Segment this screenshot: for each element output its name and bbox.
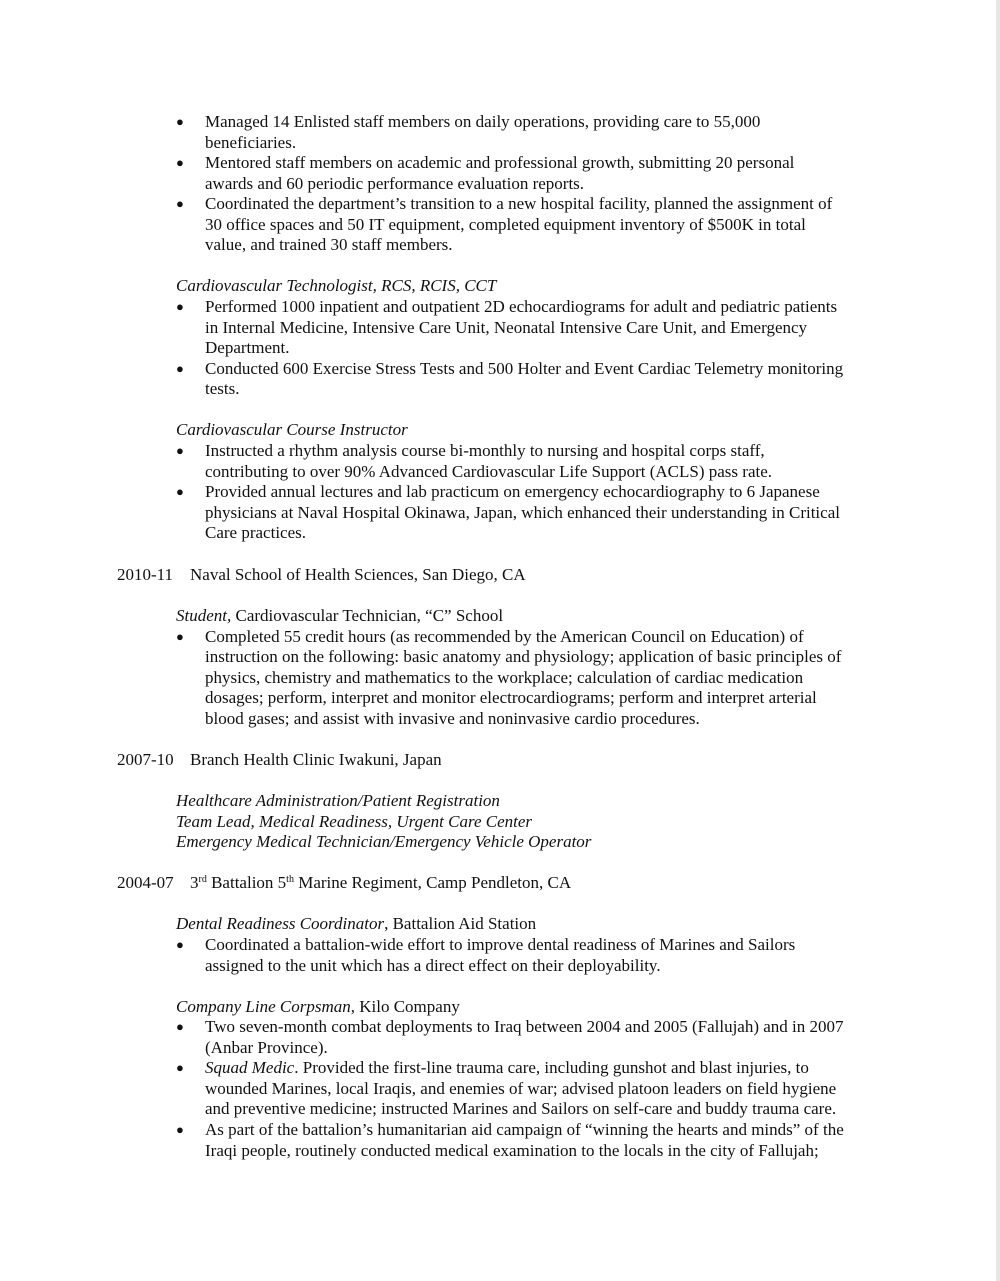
- bullet-text-line: Instructed a rhythm analysis course bi-monthly to nursing and hospital corps staff,: [205, 441, 765, 460]
- org-text: Marine Regiment, Camp Pendleton, CA: [293, 873, 572, 892]
- bullet-text-line: instruction on the following: basic anatomy and physiology; application of basic principles of: [205, 647, 842, 666]
- role-title: Team Lead, Medical Readiness, Urgent Care Center: [176, 812, 533, 831]
- bullet-text-line: value, and trained 30 staff members.: [205, 235, 453, 254]
- bullet-text-line: Iraqi people, routinely conducted medical examination to the locals in the city of Fallujah;: [205, 1141, 819, 1160]
- bullet-icon: ●: [176, 299, 184, 314]
- bullet-text-line: Provided annual lectures and lab practicum on emergency echocardiography to 6 Japanese: [205, 482, 820, 501]
- role-title: [176, 606, 503, 627]
- entry-organization: Naval School of Health Sciences, San Diego, CA: [190, 565, 526, 584]
- entry-years: 2010-11: [117, 565, 174, 584]
- role-title-rest: , Battalion Aid Station: [384, 914, 537, 933]
- bullet-text-line: Mentored staff members on academic and professional growth, submitting 20 personal: [205, 153, 795, 172]
- role-title-italic: Company Line Corpsman: [176, 997, 351, 1016]
- bullet-icon: ●: [176, 629, 184, 644]
- entry-years: 2004-07: [117, 873, 174, 892]
- bullet-text-line: tests.: [205, 379, 240, 398]
- bullet-text-line: Coordinated a battalion-wide effort to improve dental readiness of Marines and Sailors: [205, 935, 796, 954]
- bullet-icon: ●: [176, 937, 184, 952]
- bullet-text-line: wounded Marines, local Iraqis, and enemies of war; advised platoon leaders on field hygiene: [205, 1079, 837, 1098]
- role-title: [176, 914, 536, 935]
- bullet-icon: ●: [176, 155, 184, 170]
- bullet-text-line: and preventive medicine; instructed Marines and Sailors on self-care and buddy trauma care.: [205, 1099, 837, 1118]
- bullet-text-line: Conducted 600 Exercise Stress Tests and 500 Holter and Event Cardiac Telemetry monitoring: [205, 359, 844, 378]
- org-superscript: rd: [198, 874, 207, 885]
- entry-organization: [190, 873, 571, 894]
- bullet-text-line: (Anbar Province).: [205, 1038, 328, 1057]
- bullet-text-line: physics, chemistry and mathematics to the workplace; calculation of cardiac medication: [205, 668, 804, 687]
- org-text: Battalion 5: [206, 873, 287, 892]
- bullet-text-line: blood gases; and assist with invasive and noninvasive cardio procedures.: [205, 709, 700, 728]
- bullet-text-line: [205, 1058, 809, 1079]
- bullet-text-line: Performed 1000 inpatient and outpatient 2D echocardiograms for adult and pediatric patients: [205, 297, 838, 316]
- bullet-text-line: As part of the battalion’s humanitarian aid campaign of “winning the hearts and minds” of the: [205, 1120, 844, 1139]
- bullet-icon: ●: [176, 484, 184, 499]
- role-title: [176, 997, 460, 1018]
- bullet-text-line: beneficiaries.: [205, 133, 297, 152]
- bullet-text-line: Coordinated the department’s transition to a new hospital facility, planned the assignment of: [205, 194, 833, 213]
- bullet-text-line: awards and 60 periodic performance evaluation reports.: [205, 174, 585, 193]
- bullet-text-line: 30 office spaces and 50 IT equipment, completed equipment inventory of $500K in total: [205, 215, 806, 234]
- bullet-text-line: Two seven-month combat deployments to Iraq between 2004 and 2005 (Fallujah) and in 2007: [205, 1017, 844, 1036]
- squad-medic-label: Squad Medic: [205, 1058, 295, 1077]
- entry-organization: Branch Health Clinic Iwakuni, Japan: [190, 750, 442, 769]
- bullet-text-line: Care practices.: [205, 523, 306, 542]
- role-title: Emergency Medical Technician/Emergency Vehicle Operator: [176, 832, 592, 851]
- bullet-icon: ●: [176, 443, 184, 458]
- role-title: Healthcare Administration/Patient Registration: [176, 791, 500, 810]
- bullet-text-line: Department.: [205, 338, 290, 357]
- bullet-icon: ●: [176, 196, 184, 211]
- entry-years: 2007-10: [117, 750, 174, 769]
- role-title: Cardiovascular Course Instructor: [176, 420, 408, 439]
- bullet-text-line: Managed 14 Enlisted staff members on daily operations, providing care to 55,000: [205, 112, 761, 131]
- bullet-icon: ●: [176, 1019, 184, 1034]
- bullet-icon: ●: [176, 114, 184, 129]
- bullet-text-line: physicians at Naval Hospital Okinawa, Japan, which enhanced their understanding in Critical: [205, 503, 840, 522]
- bullet-icon: ●: [176, 361, 184, 376]
- bullet-text-line: assigned to the unit which has a direct effect on their deployability.: [205, 956, 661, 975]
- org-superscript: th: [286, 874, 294, 885]
- role-title-italic: Dental Readiness Coordinator: [176, 914, 385, 933]
- org-text: 3: [190, 873, 199, 892]
- role-title-italic: Student,: [176, 606, 232, 625]
- bullet-text-line: in Internal Medicine, Intensive Care Unit, Neonatal Intensive Care Unit, and Emergency: [205, 318, 808, 337]
- bullet-icon: ●: [176, 1122, 184, 1137]
- role-title-rest: , Kilo Company: [350, 997, 460, 1016]
- bullet-text-rest: . Provided the first-line trauma care, including gunshot and blast injuries, to: [294, 1058, 809, 1077]
- bullet-icon: ●: [176, 1060, 184, 1075]
- role-title: Cardiovascular Technologist, RCS, RCIS, CCT: [176, 276, 497, 295]
- bullet-text-line: Completed 55 credit hours (as recommended by the American Council on Education) of: [205, 627, 804, 646]
- bullet-text-line: contributing to over 90% Advanced Cardiovascular Life Support (ACLS) pass rate.: [205, 462, 773, 481]
- bullet-text-line: dosages; perform, interpret and monitor electrocardiograms; perform and interpret arterial: [205, 688, 817, 707]
- role-title-rest: Cardiovascular Technician, “C” School: [231, 606, 504, 625]
